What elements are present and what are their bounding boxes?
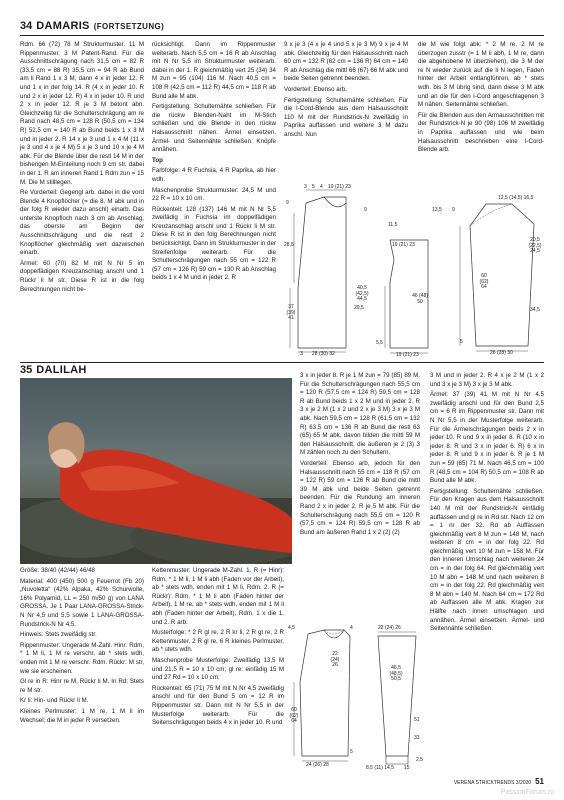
paragraph: Gl re in R: Hinr re M, Rückr li M. In Rd: Stets re M str. <box>20 678 144 694</box>
dalilah-column-3 <box>300 372 420 620</box>
dimension-label: 26 (28) 30 <box>490 350 513 356</box>
dimension-label: 20,5 (22,5) 24,5 <box>528 237 542 255</box>
section-heading-damaris <box>20 20 164 33</box>
paragraph: Fertigstellung: Schulternähte schließen. Für den Kragen aus dem Halsausschnitt 140 M mit der Rundstrick-N einfädig auffassen und gl re in Rd str. Nach 12 cm = 1 nr der 32. Rd ab Auffassen gleichmäßig vert 8 M zun = 148 M, nach weiteren 8 cm = in der folg 22. Rd gleichmäßig vert 10 M zun = 158 M. Für den inneren Umschlag nach weiteren 24 cm = in der folg 64. Rd gleichmäßig vert 10 M abn = 148 M und nach weiteren 8 cm = in der folg 22. Rd gleichmäßig vert 8 M abn = 140 M. Nach 64 cm = 172 Rd ab Auffassen alle M abk. Kragen zur Hälfte nach innen umschlagen und annähen. Ärmel einsetzen. Ärmel- und Seitennähte schließen. <box>430 487 544 633</box>
dimension-label: 5,5 <box>376 340 383 346</box>
dimension-label: 4,5 <box>288 625 295 631</box>
subheading: Top <box>152 156 163 164</box>
paragraph: Rückenteil: 128 (137) 146 M mit N Nr 5,5 zweifädig in Fuchsia im doppelfädigen Kreuzanschlag anschl und 1 Rückr li M str. Diese R ist in den folg Berechnungen nicht berücksichtigt. Dann im Strukturmuster in der Streifenfolge weiterarb. Für die Schulterschrägungen nach 55 cm = 122 R (57 cm = 126 R) 59 cm = 130 R ab Anschlag beids 1 x 4 M und in jeder 2. R <box>152 205 276 282</box>
dimension-label: 19 (21) 23 <box>392 242 415 248</box>
dimension-label: 9 <box>286 200 289 206</box>
section-subtitle: (FORTSETZUNG) <box>93 22 165 31</box>
paragraph: Vorderteil: Ebenso arb, jedoch für den Halsausschnitt nach 55 cm = 118 R (57 cm = 122 R) 59 cm = 126 R ab Bund die mittl 39 M abk und beide Seiten getrennt beenden. Für die Rundung am inneren Rand 2 x in jeder 2. R je 5 M abk. Für die Schulterschrägung nach 55,5 cm = 120 R (57,5 cm = 124 R) 59,5 cm = 128 R ab Bund am äußeren Rand 1 x 2 (2) (2) <box>300 459 420 536</box>
dimension-label: 9 <box>364 207 367 213</box>
dimension-label: 40,5 (42,5) 44,5 <box>355 285 369 303</box>
paragraph: 3 x in jeder 8. R je 1 M zun = 79 (85) 89 M. Für die Schulterschrägungen nach 55,5 cm = 120 R (57,5 cm = 124 R) 59,5 cm = 128 R ab Bund beids 1 x 2 M und in jeder 2. R 3 x je 2 M (1 x 2 und 2 x je 3 M) 3 x je 3 M abk. Nach 59,5 cm = 128 R (61,5 cm = 132 R) 63,5 cm = 136 R ab Bund die restl 63 (65) 65 M abk, davon bilden die mittl 59 M den Halsausschnitt, die äußeren je 2 (3) 3 M zählen noch zu den Schultern. <box>300 372 420 457</box>
photo-illustration <box>20 378 292 564</box>
dimension-label: 33 <box>414 735 420 741</box>
footer-brand: VERENA STRICKTRENDS 3/2020 <box>453 780 532 786</box>
paragraph: Kettenmuster: Ungerade M-Zahl. 1. R (= Hinr): Rdm, * 1 M li, 1 M li abh (Faden vor der Arbeit), ab * stets wdh, enden mit 1 M li, Rdm. 2. R (= Rückr): Rdm, * 1 M li abh (Faden hinter der Arbeit), 1 M re, ab * stets wdh, enden mit 1 M li abh (Faden hinter der Arbeit), Rdm. 1 x die 1. und 2. R arb. <box>152 567 284 626</box>
dimension-label: 46 (48) 50 <box>412 293 428 305</box>
section-number: 34 <box>20 20 33 32</box>
paragraph: Material: 400 (450) 500 g Feuerrot (Fb 20) „Nuvoletta“ (42% Alpaka, 42% Schurwolle, 16% Polyamid, LL = 250 m/50 g) von LANA GROSSA. Je 1 Paar LANA-GROSSA-Strick-N Nr 4,5 und 5,5 sowie 1 LANA-GROSSA-Rundstrick-N Nr 4,5. <box>20 577 144 628</box>
dimension-label: 4 <box>350 625 353 631</box>
paragraph: rücksichtigt. Dann im Rippenmuster weiterarb. Nach 5,5 cm = 16 R ab Anschlag mit N Nr 5,5 im Strukturmuster weiterarb. dabei in der 1. R gleichmäßig vert 25 (34) 34 M zun = 95 (104) 116 M. Nach 40,5 cm = 108 R (42,5 cm = 112 R) 44,5 cm = 118 R ab Bund alle M abk. <box>152 41 276 100</box>
dalilah-column-1 <box>20 567 144 777</box>
section-name: DAMARIS <box>36 20 90 32</box>
paragraph: Kr li: Hin- und Rückr li M. <box>20 697 89 705</box>
page-number: 51 <box>535 777 544 786</box>
paragraph: Farbfolge: 4 R Fuchsia, 4 R Paprika, ab hier wdh. <box>152 167 276 183</box>
damaris-column-2 <box>152 41 276 357</box>
paragraph: 3 M und in jeder 2. R 4 x je 2 M (1 x 2 und 3 x je 3 M) 3 x je 3 M abk. <box>430 372 544 388</box>
page-footer <box>454 777 544 786</box>
dimension-label: 19 (21) 23 <box>328 184 351 190</box>
dimension-label: 4 <box>320 184 323 190</box>
dimension-label: 3 <box>300 351 303 357</box>
paragraph: Für die Blenden aus den Armausschnitten mit der Rundstrick-N je 90 (98) 106 M zweifädig in Paprika auffassen und wie beim Halsausschnitt beschrieben eine I-Cord-Blende arb. <box>418 111 544 154</box>
dalilah-column-4 <box>430 372 544 772</box>
dimension-label: 8,5 (11) 14,5 <box>366 765 394 771</box>
section-heading-dalilah <box>20 364 87 377</box>
section-number: 35 <box>20 364 33 376</box>
paragraph: 9 x je 3 (4 x je 4 und 5 x je 3 M) 9 x je 4 M abk. Gleichzeitig für den Halsausschnitt nach 60 cm = 132 R (62 cm = 136 R) 64 cm = 140 R ab Anschlag die mittl 66 (67) 66 M abk und beide Seiten getrennt beenden. <box>284 41 408 83</box>
dimension-label: 11,5 <box>388 222 398 228</box>
dimension-label: 5 <box>350 749 353 755</box>
dimension-label: 19 (21) 23 <box>396 352 419 358</box>
paragraph: Rdm. 66 (72) 78 M Strukturmuster. 11 M Rippenmuster, 3 M Patent-Rand. Für die Ausschnittschrägung nach 31,5 cm = 82 R (33,5 cm = 88 R) 35,5 cm = 94 R ab Bund am li Rand 1 x 3 M, dann 4 x in jeder 12. R und 1 x in der folg 14. R (4 x in jeder 10. R und 2 x in jeder 12. R) 4 x in jeder 10. R und 2 x in jeder 12. R je 3 M betont abn. Gleichzeitig für die Schulterschrägung am re Rand nach 48,5 cm = 128 R (50,5 cm = 134 R) 52,5 cm = 140 R ab Bund beids 1 x 3 M und in jeder 2. R 14 x je 3 und 1 x 4 M (11 x je 3 und 4 x je 4 M) 5 x je 3 und 10 x je 4 M abk. Für die Blende über die restl 14 M in der bisherigen M-Einteilung noch 9 cm str, dabei in der 1. R am inneren Rand 1 Rdm zun = 15 M. Die M stilllegen. <box>20 41 144 186</box>
dimension-label: 3 <box>304 184 307 190</box>
paragraph: die M wie folgt abk: * 2 M re, 2 M re überzogen zusstr (= 1 M li abh, 1 M re, dann die abgehobene M überziehen), die 3 M der re N wieder zurück auf die li N legen, Faden hinter der Arbeit entlangführen, ab * stets wdh. bis 3 M übrig sind, dann diese 3 M abk und an die für den I-Cord angeschlagenen 3 M nähen. Seitennähte schließen. <box>418 41 544 109</box>
dimension-label: 29,5 <box>354 305 364 311</box>
dimension-label: 15 <box>404 765 410 771</box>
paragraph: Re Vorderteil: Gegengl arb. dabei in die vord Blende 4 Knopflöcher (= die 8. M abk und in der folg R wieder dazu anschl) einarb. Das unterste Knopfloch nach 3 cm ab Anschlag, das oberste am Beginn der Ausschnittschrägung und die restl 2 Knopflöcher gleichmäßig vert dazwischen einarb. <box>20 189 144 257</box>
paragraph: Ärmel: 37 (39) 41 M mit N Nr 4,5 zweifädig anschl und für den Bund 2,5 cm = 6 R im Rippenmuster str. Dann mit N Nr 5,5 in der Musterfolge weiterarb. Für die Ärmelschrägungen beids 2 x in jeder 10. R und 9 x in jeder 8. R (10 x in jeder 8. R und 3 x in jeder 6. R) 6 x in jeder 8. R und 9 x in jeder 6. R je 1 M zun = 59 (65) 71 M. Nach 46,5 cm = 100 R (48,5 cm = 104 R) 50,5 cm = 108 R ab Bund alle M abk. <box>430 391 544 485</box>
paragraph: Vorderteil: Ebenso arb. <box>284 85 347 93</box>
dimension-label: 22 (24) 26 <box>330 651 340 669</box>
dimension-label: 22 (24) 26 <box>378 625 401 631</box>
paragraph: Rippenmuster: Ungerade M-Zahl. Hinr: Rdm, * 1 M li, 1 M re verschr, ab * stets wdh, enden mit 1 M re verschr. Rdm. Rückr: M str, wie sie erscheinen. <box>20 641 144 675</box>
damaris-column-1 <box>20 41 144 357</box>
model-photo <box>20 378 292 564</box>
section-name: DALILAH <box>36 364 87 376</box>
dimension-label: 60 (62) 64 <box>479 273 489 291</box>
section-rule <box>20 362 544 363</box>
dimension-label: 13,5 <box>432 207 442 213</box>
paragraph: Kleines Perlmuster: 1 M re, 1 M li im Wechsel; die M in jeder R versetzen. <box>20 707 144 724</box>
dalilah-sleeve-schematic <box>364 626 430 776</box>
dimension-label: 28 (30) 32 <box>312 351 335 357</box>
dimension-label: 24 (26) 28 <box>306 762 329 768</box>
paragraph: Maschenprobe Strukturmuster: 24,5 M und 22 R = 10 x 10 cm. <box>152 186 276 203</box>
schematic-drawing <box>364 626 430 776</box>
paragraph: Größe: 38/40 (42/44) 46/48 <box>20 567 95 574</box>
dimension-label: 51 <box>414 717 420 723</box>
dimension-label: 28,5 <box>284 242 294 248</box>
dimension-label: 2,5 <box>416 757 423 763</box>
dalilah-body-schematic <box>288 622 360 772</box>
damaris-column-3 <box>284 41 408 181</box>
dimension-label: 5 <box>460 339 463 345</box>
watermark: PassionForum.ru <box>500 789 554 796</box>
paragraph: Fertigstellung: Schulternähte schließen. Für die I-Cord-Blende aus dem Halsausschnitt 110 M mit der Rundstrick-N zweifädig in Paprika auffassen und weitere 3 M dazu anschl. Nun <box>284 96 408 138</box>
paragraph: Rückenteil: 65 (71) 75 M mit N Nr 4,5 zweifädig anschl und für den Bund 5 cm = 12 R im Rippenmuster str. Dann mit N Nr 5,5 in der Musterfolge weiterarb. Für die Seitenschrägungen beids 4 x in jeder 10. R und <box>152 684 284 727</box>
damaris-column-4 <box>418 41 544 191</box>
dimension-label: 5 <box>312 184 315 190</box>
dimension-label: 9 <box>452 207 455 213</box>
damaris-front-schematic <box>350 230 430 358</box>
dimension-label: 46,5 (48,5) 50,5 <box>389 665 403 683</box>
dimension-label: 12,5 (14,5) 16,5 <box>498 195 534 201</box>
dimension-label: 60 (62) 64 <box>289 707 299 725</box>
section-rule <box>20 35 544 36</box>
paragraph: Musterfolge: * 2 R gl re, 2 R kr li, 2 R gl re, 2 R Kettenmuster, 2 R gl re, 6 R kleines Perlmuster, ab * stets wdh. <box>152 629 284 654</box>
damaris-sleeve-schematic <box>430 196 544 358</box>
paragraph: Hinweis: Stets zweifädig str. <box>20 631 97 639</box>
paragraph: Fertigstellung: Schulternähte schließen. Für die rückw Blenden-Naht im M-Stich schließen und die Blende in den rückw Halsausschnitt nähen. Ärmel einsetzen. Ärmel- und Seitennähte schließen. Knöpfe annähen. <box>152 103 276 154</box>
paragraph: Maschenprobe Musterfolge: Zweifädig 13,5 M und 21,5 R = 10 x 10 cm; gl re: einfädig 15 M und 27 Rd = 10 x 10 cm. <box>152 656 284 682</box>
dalilah-column-2 <box>152 567 284 777</box>
dimension-label: 37 (39) 41 <box>286 304 296 322</box>
dimension-label: 34,5 <box>530 307 540 313</box>
paragraph: Ärmel: 60 (70) 82 M mit N Nr 5 im doppelfädigen Kreuzanschlag anschl und 1 Rückr li M str. Diese R ist in die folg Berechnungen nicht be- <box>20 259 144 293</box>
